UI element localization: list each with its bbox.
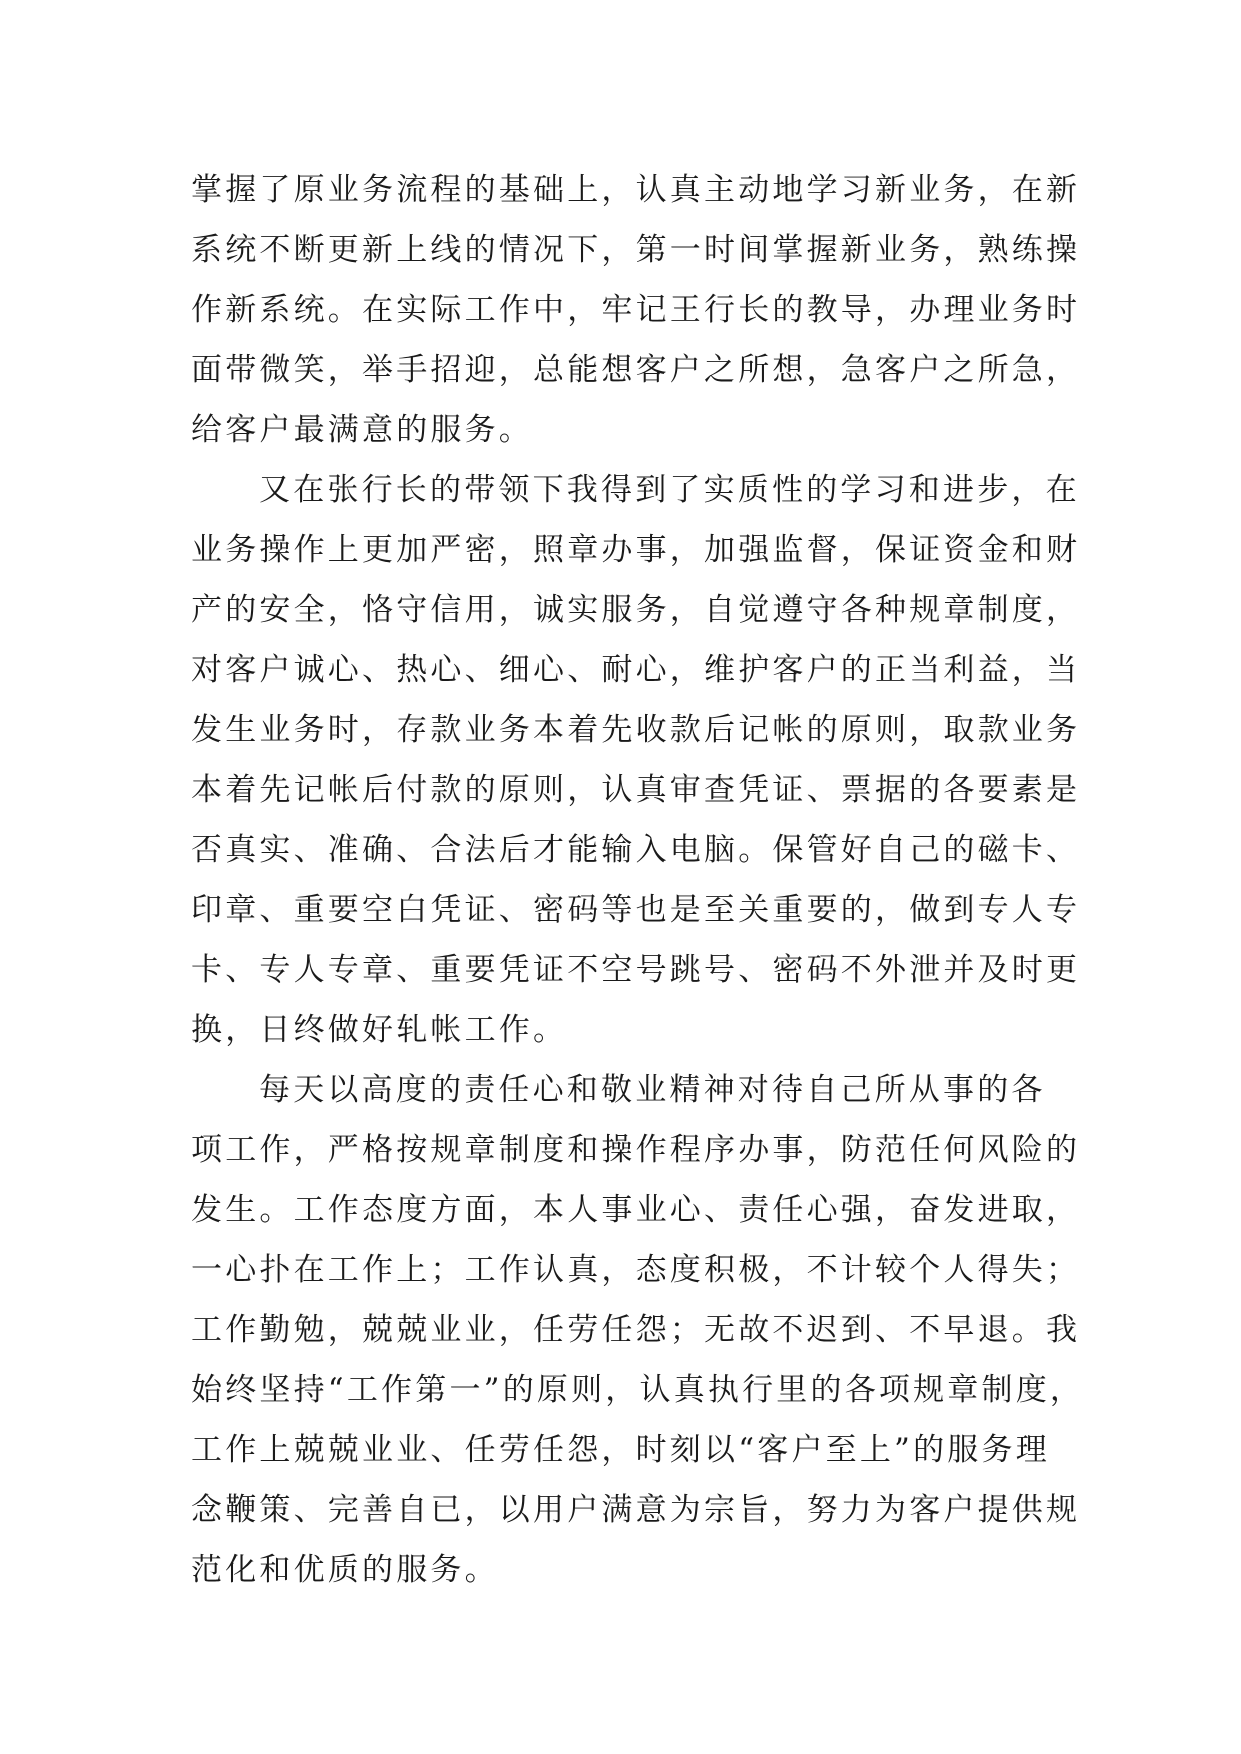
text-line: 始终坚持“工作第一”的原则，认真执行里的各项规章制度， [191,1372,1085,1408]
text-line: 发生。工作态度方面，本人事业心、责任心强，奋发进取， [191,1192,1081,1228]
text-line: 本着先记帐后付款的原则，认真审查凭证、票据的各要素是 [191,772,1081,808]
text-line: 一心扑在工作上；工作认真，态度积极，不计较个人得失； [191,1252,1081,1288]
text-line: 项工作，严格按规章制度和操作程序办事，防范任何风险的 [191,1132,1081,1168]
text-line: 对客户诚心、热心、细心、耐心，维护客户的正当利益，当 [191,652,1081,688]
paragraph-3 [191,1060,1085,1600]
text-line: 卡、专人专章、重要凭证不空号跳号、密码不外泄并及时更 [191,952,1081,988]
text-line: 换，日终做好轧帐工作。 [191,1012,568,1048]
text-line: 产的安全，恪守信用，诚实服务，自觉遵守各种规章制度， [191,592,1081,628]
text-line-indented: 每天以高度的责任心和敬业精神对待自己所从事的各 [259,1072,1046,1108]
text-line: 面带微笑，举手招迎，总能想客户之所想，急客户之所急， [191,352,1081,388]
text-line: 工作勤勉，兢兢业业，任劳任怨；无故不迟到、不早退。我 [191,1312,1081,1348]
text-line-indented: 又在张行长的带领下我得到了实质性的学习和进步，在 [259,472,1080,508]
document-body [191,160,1085,1600]
text-line: 念鞭策、完善自已，以用户满意为宗旨，努力为客户提供规 [191,1492,1081,1528]
paragraph-2 [191,460,1081,1060]
text-line: 作新系统。在实际工作中，牢记王行长的教导，办理业务时 [191,292,1081,328]
text-line: 给客户最满意的服务。 [191,412,533,448]
text-line: 否真实、准确、合法后才能输入电脑。保管好自己的磁卡、 [191,832,1081,868]
text-line: 发生业务时，存款业务本着先收款后记帐的原则，取款业务 [191,712,1081,748]
text-line: 业务操作上更加严密，照章办事，加强监督，保证资金和财 [191,532,1081,568]
text-line: 掌握了原业务流程的基础上，认真主动地学习新业务，在新 [191,172,1081,208]
text-line: 工作上兢兢业业、任劳任怨，时刻以“客户至上”的服务理 [191,1432,1050,1468]
text-line: 系统不断更新上线的情况下，第一时间掌握新业务，熟练操 [191,232,1081,268]
text-line: 印章、重要空白凭证、密码等也是至关重要的，做到专人专 [191,892,1081,928]
paragraph-1 [191,160,1081,460]
text-line: 范化和优质的服务。 [191,1552,499,1588]
